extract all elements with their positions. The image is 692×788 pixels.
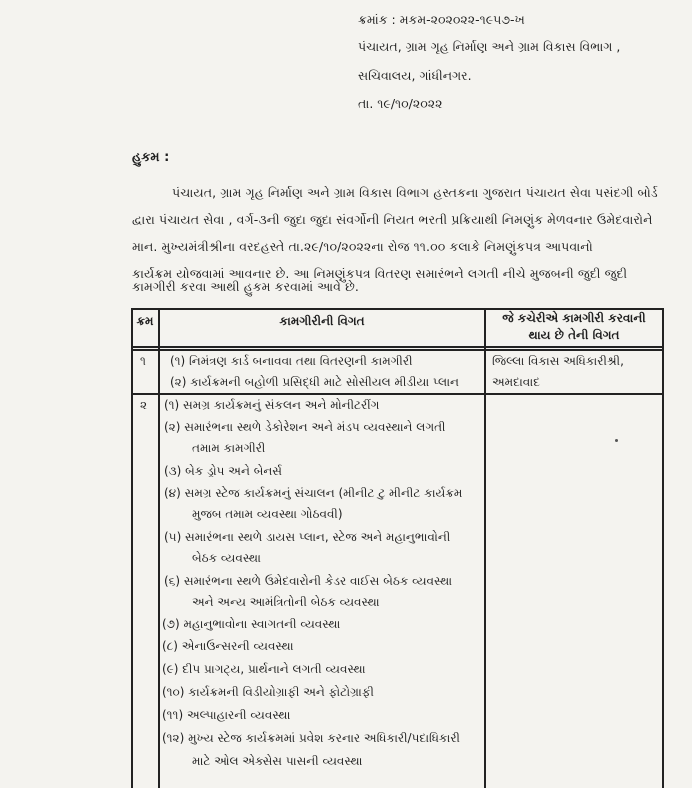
work-allocation-table: [131, 308, 664, 788]
column-header-office: જે કચેરીએ કામગીરી કરવાની: [502, 311, 646, 325]
work-item: (૧૨) મુખ્ય સ્ટેજ કાર્યક્રમમાં પ્રવેશ કરનાર અધિકારી/પદાધિકારી: [162, 731, 460, 745]
body-line: માન. મુખ્યમંત્રીશ્રીના વરદહસ્તે તા.૨૯/૧૦/૨૦૨૨ના રોજ ૧૧.૦૦ કલાકે નિમણુંકપત્ર આપવાનો: [132, 239, 593, 254]
work-item: (૯) દીપ પ્રાગટ્ય, પ્રાર્થનાને લગતી વ્યવસ્થા: [162, 662, 366, 676]
row-number: ૧: [140, 354, 146, 368]
work-item: બેઠક વ્યવસ્થા: [192, 551, 261, 565]
row-number: ૨: [140, 398, 148, 412]
body-line: દ્વારા પંચાયત સેવા , વર્ગ-૩ની જુદા જુદા સંવર્ગોની નિયત ભરતી પ્રક્રિયાથી નિમણુંક મેળવનાર ઉમેદવારોને: [132, 212, 653, 227]
table-border: [131, 308, 664, 310]
department-name: પંચાયત, ગ્રામ ગૃહ નિર્માણ અને ગ્રામ વિકાસ વિભાગ ,: [358, 39, 621, 54]
table-border: [131, 308, 133, 788]
work-item: (૨) સમારંભના સ્થળે ડેકોરેશન અને મંડપ વ્યવસ્થાને લગતી: [164, 420, 446, 434]
work-item: (૮) એનાઉન્સરની વ્યવસ્થા: [162, 639, 294, 653]
body-line: કાર્યક્રમ યોજવામાં આવનાર છે. આ નિમણુંકપત્ર વિતરણ સમારંભને લગતી નીચે મુજબની જુદી જુદી: [132, 266, 628, 281]
office-name: અમદાવાદ: [492, 375, 540, 389]
work-item: માટે ઓલ એક્સેસ પાસની વ્યવસ્થા: [192, 754, 363, 768]
work-item: (૧) નિમંત્રણ કાર્ડ બનાવવા તથા વિતરણની કામગીરી: [170, 354, 413, 368]
column-header-number: ક્રમ: [136, 314, 154, 328]
order-date: તા. ૧૯/૧૦/૨૦૨૨: [358, 96, 443, 111]
work-item: (૧૧) અલ્પાહારની વ્યવસ્થા: [162, 708, 291, 722]
table-border: [158, 308, 160, 788]
body-line: પંચાયત, ગ્રામ ગૃહ નિર્માણ અને ગ્રામ વિકાસ વિભાગ હસ્તકના ગુજરાત પંચાયત સેવા પસંદગી બોર્ડ: [172, 185, 658, 200]
body-line: કામગીરી કરવા આથી હુકમ કરવામાં આવે છે.: [132, 279, 359, 294]
work-item: તમામ કામગીરી: [192, 441, 266, 455]
work-item: (૧૦) કાર્યક્રમની વિડીયોગ્રાફી અને ફોટોગ્રાફી: [162, 685, 374, 699]
table-border: [131, 346, 664, 348]
column-header-office: થાય છે તેની વિગત: [528, 328, 620, 342]
reference-number: ક્રમાંક : મકમ-૨૦૨૦૨૨-૧૯૫૭-ખ: [358, 12, 525, 27]
work-item: (૩) બેક ડ્રોપ અને બેનર્સ: [164, 464, 282, 478]
work-item: (૬) સમારંભના સ્થળે ઉમેદવારોની કેડર વાઈસ બેઠક વ્યવસ્થા: [164, 574, 453, 588]
paper-speck: [615, 439, 618, 442]
table-border: [131, 349, 664, 351]
table-border: [662, 308, 664, 788]
office-name: જિલ્લા વિકાસ અધિકારીશ્રી,: [492, 354, 624, 368]
work-item: (૭) મહાનુભાવોના સ્વાગતની વ્યવસ્થા: [162, 617, 341, 631]
office-location: સચિવાલય, ગાંધીનગર.: [358, 68, 472, 83]
work-item: મુજબ તમામ વ્યવસ્થા ગોઠવવી): [192, 507, 343, 521]
table-border: [131, 393, 664, 395]
order-title: હુકમ :: [132, 150, 170, 165]
work-item: (૫) સમારંભના સ્થળે ડાયસ પ્લાન, સ્ટેજ અને મહાનુભાવોની: [164, 530, 451, 544]
table-border: [484, 308, 486, 788]
work-item: (૪) સમગ્ર સ્ટેજ કાર્યક્રમનું સંચાલન (મીનીટ ટુ મીનીટ કાર્યક્રમ: [164, 486, 463, 500]
column-header-work: કામગીરીની વિગત: [279, 314, 365, 328]
work-item: (૨) કાર્યક્રમની બહોળી પ્રસિદ્ધી માટે સોસીયલ મીડીયા પ્લાન: [170, 375, 460, 389]
work-item: અને અન્ય આમંત્રિતોની બેઠક વ્યવસ્થા: [192, 595, 380, 609]
work-item: (૧) સમગ્ર કાર્યક્રમનું સંકલન અને મોનીટરીંગ: [164, 398, 380, 412]
